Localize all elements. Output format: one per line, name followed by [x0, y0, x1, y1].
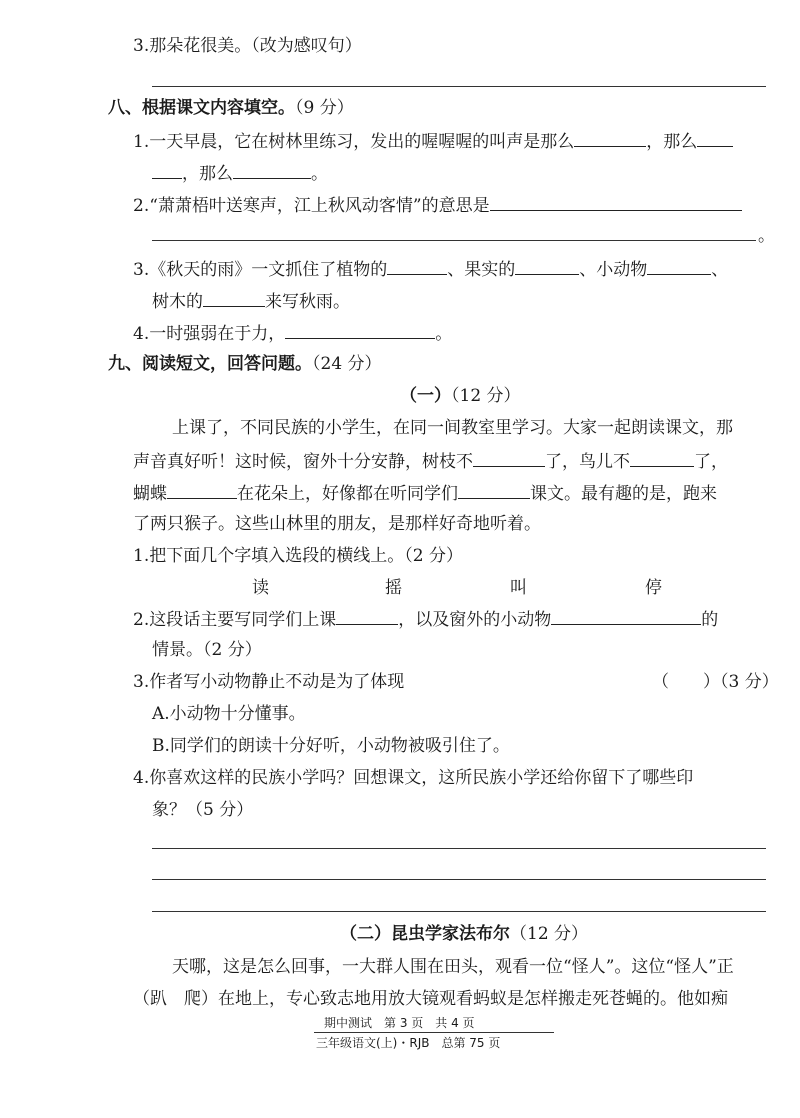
fill-blank[interactable] — [458, 480, 530, 499]
footer-book-info: 三年级语文(上)・RJB 总第 75 页 — [316, 1036, 501, 1050]
answer-line[interactable] — [152, 879, 766, 880]
passage-2-line: （趴 爬）在地上，专心致志地用放大镜观看蚂蚁是怎样搬走死苍蝇的。他如痴 — [133, 989, 728, 1009]
fill-blank[interactable] — [233, 160, 311, 179]
fill-blank[interactable] — [574, 128, 646, 147]
fill-blank[interactable] — [697, 128, 733, 147]
fill-blank[interactable] — [285, 320, 435, 339]
passage-1-line: 蝴蝶 在花朵上，好像都在听同学们 课文。最有趣的是，跑来 — [133, 480, 717, 506]
answer-line[interactable] — [152, 911, 766, 912]
option-a: A.小动物十分懂事。 — [152, 704, 306, 724]
passage-1-title: （一）（12 分） — [400, 386, 521, 406]
p1-q4-line1: 4.你喜欢这样的民族小学吗？回想课文，这所民族小学还给你留下了哪些印 — [133, 768, 694, 788]
passage-1-line: 声音真好听！这时候，窗外十分安静，树枝不 了，鸟儿不 了， — [133, 448, 728, 474]
passage-2-line: 天哪，这是怎么回事，一大群人围在田头，观看一位“怪人”。这位“怪人”正 — [172, 957, 734, 977]
p1-q2-line2: 情景。（2 分） — [152, 640, 262, 660]
fill-blank[interactable] — [387, 256, 447, 275]
fill-blank[interactable] — [630, 448, 694, 467]
word-option: 叫 — [510, 578, 527, 598]
period: 。 — [758, 226, 775, 246]
passage-1-line: 上课了，不同民族的小学生，在同一间教室里学习。大家一起朗读课文，那 — [172, 418, 733, 438]
footer-divider — [314, 1032, 554, 1033]
s8-q1-line1: 1.一天早晨，它在树林里练习，发出的喔喔喔的叫声是那么 ，那么 — [133, 128, 733, 154]
passage-2-title: （二）昆虫学家法布尔（12 分） — [340, 924, 589, 944]
fill-blank[interactable] — [473, 448, 545, 467]
footer-page-info: 期中测试 第 3 页 共 4 页 — [324, 1016, 475, 1030]
p1-q3-text: 3.作者写小动物静止不动是为了体现 — [133, 672, 405, 692]
q7-3-text: 3.那朵花很美。（改为感叹句） — [133, 36, 362, 56]
s8-q1-line2: ，那么 。 — [152, 160, 328, 186]
answer-paren[interactable]: （ ）（3 分） — [652, 672, 779, 692]
fill-blank[interactable] — [490, 192, 742, 211]
s8-q2-line1: 2.“萧萧梧叶送寒声，江上秋风动客情”的意思是 — [133, 192, 742, 218]
option-b: B.同学们的朗读十分好听，小动物被吸引住了。 — [152, 736, 510, 756]
fill-blank[interactable] — [152, 160, 182, 179]
passage-1-line: 了两只猴子。这些山林里的朋友，是那样好奇地听着。 — [133, 514, 541, 534]
section-8-heading: 八、根据课文内容填空。（9 分） — [108, 98, 354, 118]
fill-blank[interactable] — [167, 480, 237, 499]
fill-blank[interactable] — [203, 288, 265, 307]
word-option: 停 — [645, 578, 662, 598]
word-option: 摇 — [385, 578, 402, 598]
fill-blank[interactable] — [515, 256, 579, 275]
s8-q3-line1: 3.《秋天的雨》一文抓住了植物的 、果实的 、小动物 、 — [133, 256, 728, 282]
fill-blank[interactable] — [551, 606, 701, 625]
s8-q4: 4.一时强弱在于力， 。 — [133, 320, 452, 346]
fill-blank[interactable] — [647, 256, 711, 275]
fill-blank[interactable] — [336, 606, 398, 625]
p1-q4-line2: 象？（5 分） — [152, 800, 254, 820]
answer-line[interactable] — [152, 848, 766, 849]
p1-q2-line1: 2.这段话主要写同学们上课 ，以及窗外的小动物 的 — [133, 606, 718, 632]
answer-line[interactable] — [152, 240, 756, 241]
word-option: 读 — [252, 578, 269, 598]
answer-line[interactable] — [152, 86, 766, 87]
section-9-heading: 九、阅读短文，回答问题。（24 分） — [108, 354, 382, 374]
s8-q3-line2: 树木的 来写秋雨。 — [152, 288, 350, 314]
p1-q1-text: 1.把下面几个字填入选段的横线上。（2 分） — [133, 546, 463, 566]
